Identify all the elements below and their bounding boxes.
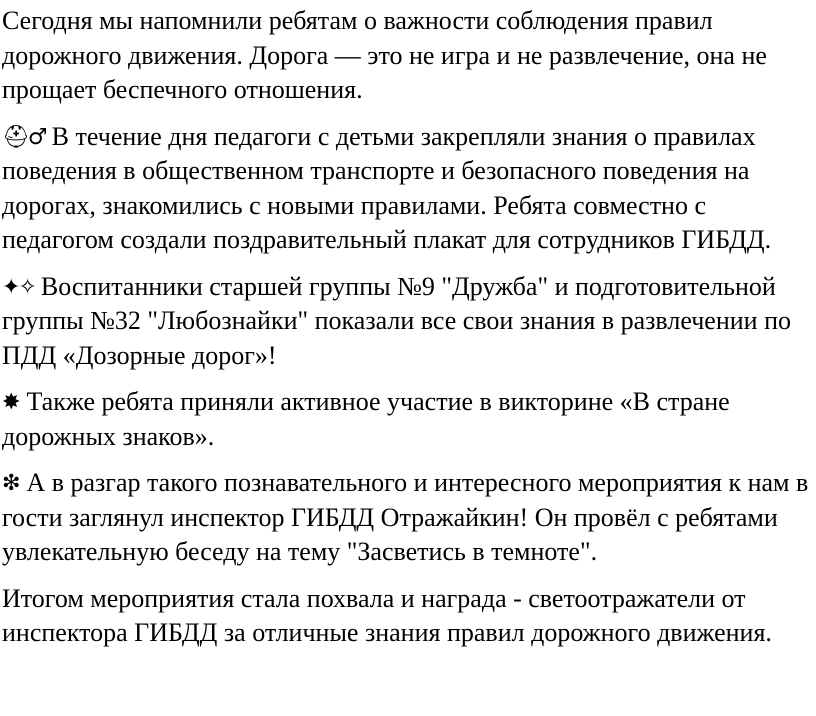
paragraph-text: Сегодня мы напомнили ребятам о важности соблюдения правил дорожного движения. Дорога — это не игра и не развлечение, она не прощает беспечного отношения. — [2, 6, 767, 104]
paragraph-entertainment — [2, 270, 814, 374]
paragraph-text: В течение дня педагоги с детьми закрепляли знания о правилах поведения в общественном транспорте и безопасного поведения на дорогах, знакомились с новыми правилами. Ребята совместно с педагогом создали поздравительный плакат для сотрудников ГИБДД. — [2, 121, 772, 254]
sparkle-icon: ❇ — [2, 471, 21, 496]
document-body — [2, 4, 814, 663]
paragraph-text: А в разгар такого познавательного и интересного мероприятия к нам в гости заглянул инспектор ГИБДД Отражайкин! Он провёл с ребятами увлекательную беседу на тему "Засветись в темноте". — [2, 468, 809, 566]
star-burst-icon: ✸ — [2, 390, 21, 415]
paragraph-lessons — [2, 120, 814, 258]
paragraph-quiz — [2, 385, 814, 454]
rescue-worker-man-icon: ⛑♂ — [2, 124, 46, 150]
paragraph-conclusion — [2, 582, 814, 651]
paragraph-intro — [2, 4, 814, 108]
paragraph-text: Также ребята приняли активное участие в викторине «В стране дорожных знаков». — [2, 387, 730, 451]
paragraph-inspector — [2, 466, 814, 570]
sparkles-icon: ✦✧ — [2, 274, 35, 300]
paragraph-text: Воспитанники старшей группы №9 "Дружба" и подготовительной группы №32 "Любознайки" показали все свои знания в развлечении по ПДД «Дозорные дорог»! — [2, 271, 791, 370]
paragraph-text: Итогом мероприятия стала похвала и награда - светоотражатели от инспектора ГИБДД за отличные знания правил дорожного движения. — [2, 583, 772, 647]
